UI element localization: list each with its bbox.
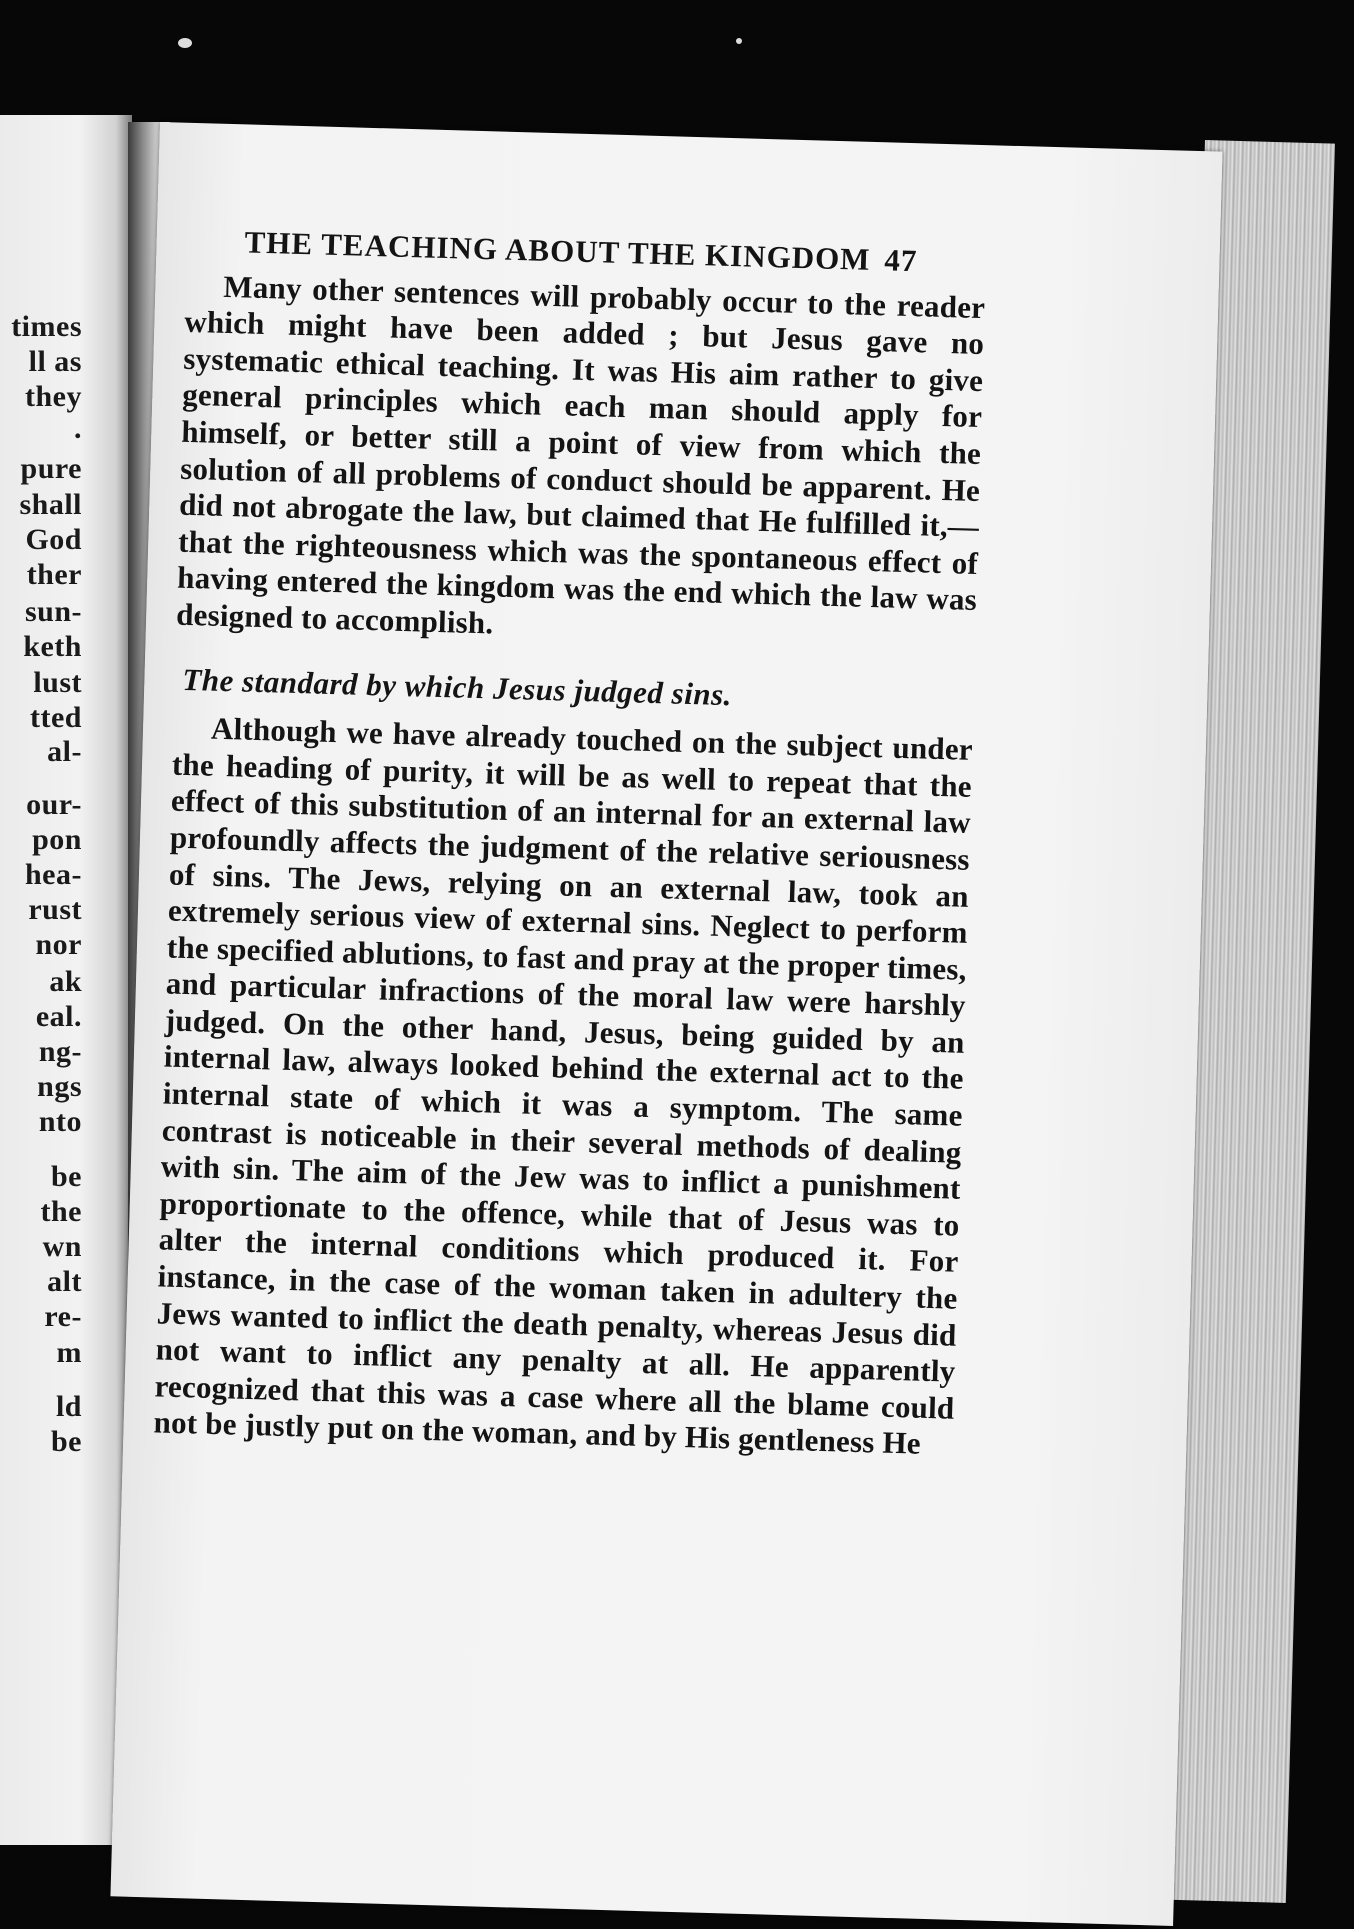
book-page	[110, 122, 1222, 1926]
previous-page-line: pure	[20, 452, 82, 485]
previous-page-line: sun-	[24, 595, 82, 628]
previous-page-line: ther	[26, 558, 82, 591]
paragraph-2	[153, 710, 973, 1464]
previous-page-line: ngs	[37, 1070, 82, 1103]
previous-page-line: wn	[42, 1230, 82, 1263]
previous-page-line: they	[25, 380, 82, 413]
previous-page-line: keth	[23, 630, 82, 663]
previous-page-line: tted	[30, 701, 82, 734]
previous-page-line: eal.	[35, 1000, 82, 1033]
previous-page-line: shall	[19, 488, 82, 521]
previous-page-line: nto	[38, 1105, 82, 1138]
previous-page-line: be	[51, 1160, 82, 1193]
page-number: 47	[883, 242, 918, 279]
previous-page-line: ll as	[28, 345, 82, 378]
previous-page-line: God	[25, 523, 82, 556]
previous-page-fragment	[0, 115, 132, 1845]
previous-page-line: .	[74, 412, 82, 445]
previous-page-line: ld	[55, 1390, 82, 1423]
running-head-title: THE TEACHING ABOUT THE KINGDOM	[244, 224, 871, 277]
paragraph-1	[176, 267, 986, 655]
dust-speck	[178, 38, 192, 48]
previous-page-line: lust	[33, 666, 82, 699]
previous-page-line: re-	[44, 1300, 82, 1333]
previous-page-line: be	[51, 1425, 82, 1458]
dust-speck	[736, 38, 742, 44]
previous-page-line: our-	[26, 788, 82, 821]
previous-page-line: pon	[32, 823, 82, 856]
previous-page-line: nor	[35, 928, 82, 961]
previous-page-line: rust	[28, 893, 82, 926]
body-text: Although we have already touched on the subject under the heading of purity, it will be as well to repeat that the effect of this substitution of an internal for an external law profoundly affects the judgment of the relative seriousness of sins. The Jews, relying on an external law, took an extremely serious view of external sins. Neglect to perform the specified ablutions, to fast and pray at the proper times, and particular infractions of the moral law were harshly judged. On the other hand, Jesus, being guided by an internal law, always looked behind the external act to the internal state of which it was a symptom. The same contrast is noticeable in their several methods of dealing with sin. The aim of the Jew was to inflict a punishment proportionate to the offence, while that of Jesus was to alter the internal conditions which produced it. For instance, in the case of the woman taken in adultery the Jews wanted to inflict the death penalty, whereas Jesus did not want to inflict any penalty at all. He apparently recognized that this was a case where all the blame could not be justly put on the woman, and by His gentleness He	[153, 710, 974, 1462]
previous-page-line: hea-	[25, 858, 82, 891]
previous-page-line: m	[56, 1336, 82, 1369]
body-text: Many other sentences will probably occur to the reader which might have been added ; but Jesus gave no systematic ethical teaching. It was His aim rather to give general principles which each man should apply for himself, or better still a point of view from which the solution of all problems of conduct should be apparent. He did not abrogate the law, but claimed that He fulfilled it,—that the righteousness which was the spontaneous effect of having entered the kingdom was the end which the law was designed to accomplish.	[175, 268, 986, 641]
previous-page-line: times	[11, 310, 82, 343]
previous-page-line: ak	[49, 965, 82, 998]
previous-page-line: the	[40, 1195, 82, 1228]
section-heading: The standard by which Jesus judged sins.	[181, 661, 733, 712]
previous-page-line: al-	[47, 735, 82, 768]
previous-page-line: alt	[47, 1265, 82, 1298]
page-content	[153, 223, 987, 1464]
previous-page-line: ng-	[38, 1035, 82, 1068]
